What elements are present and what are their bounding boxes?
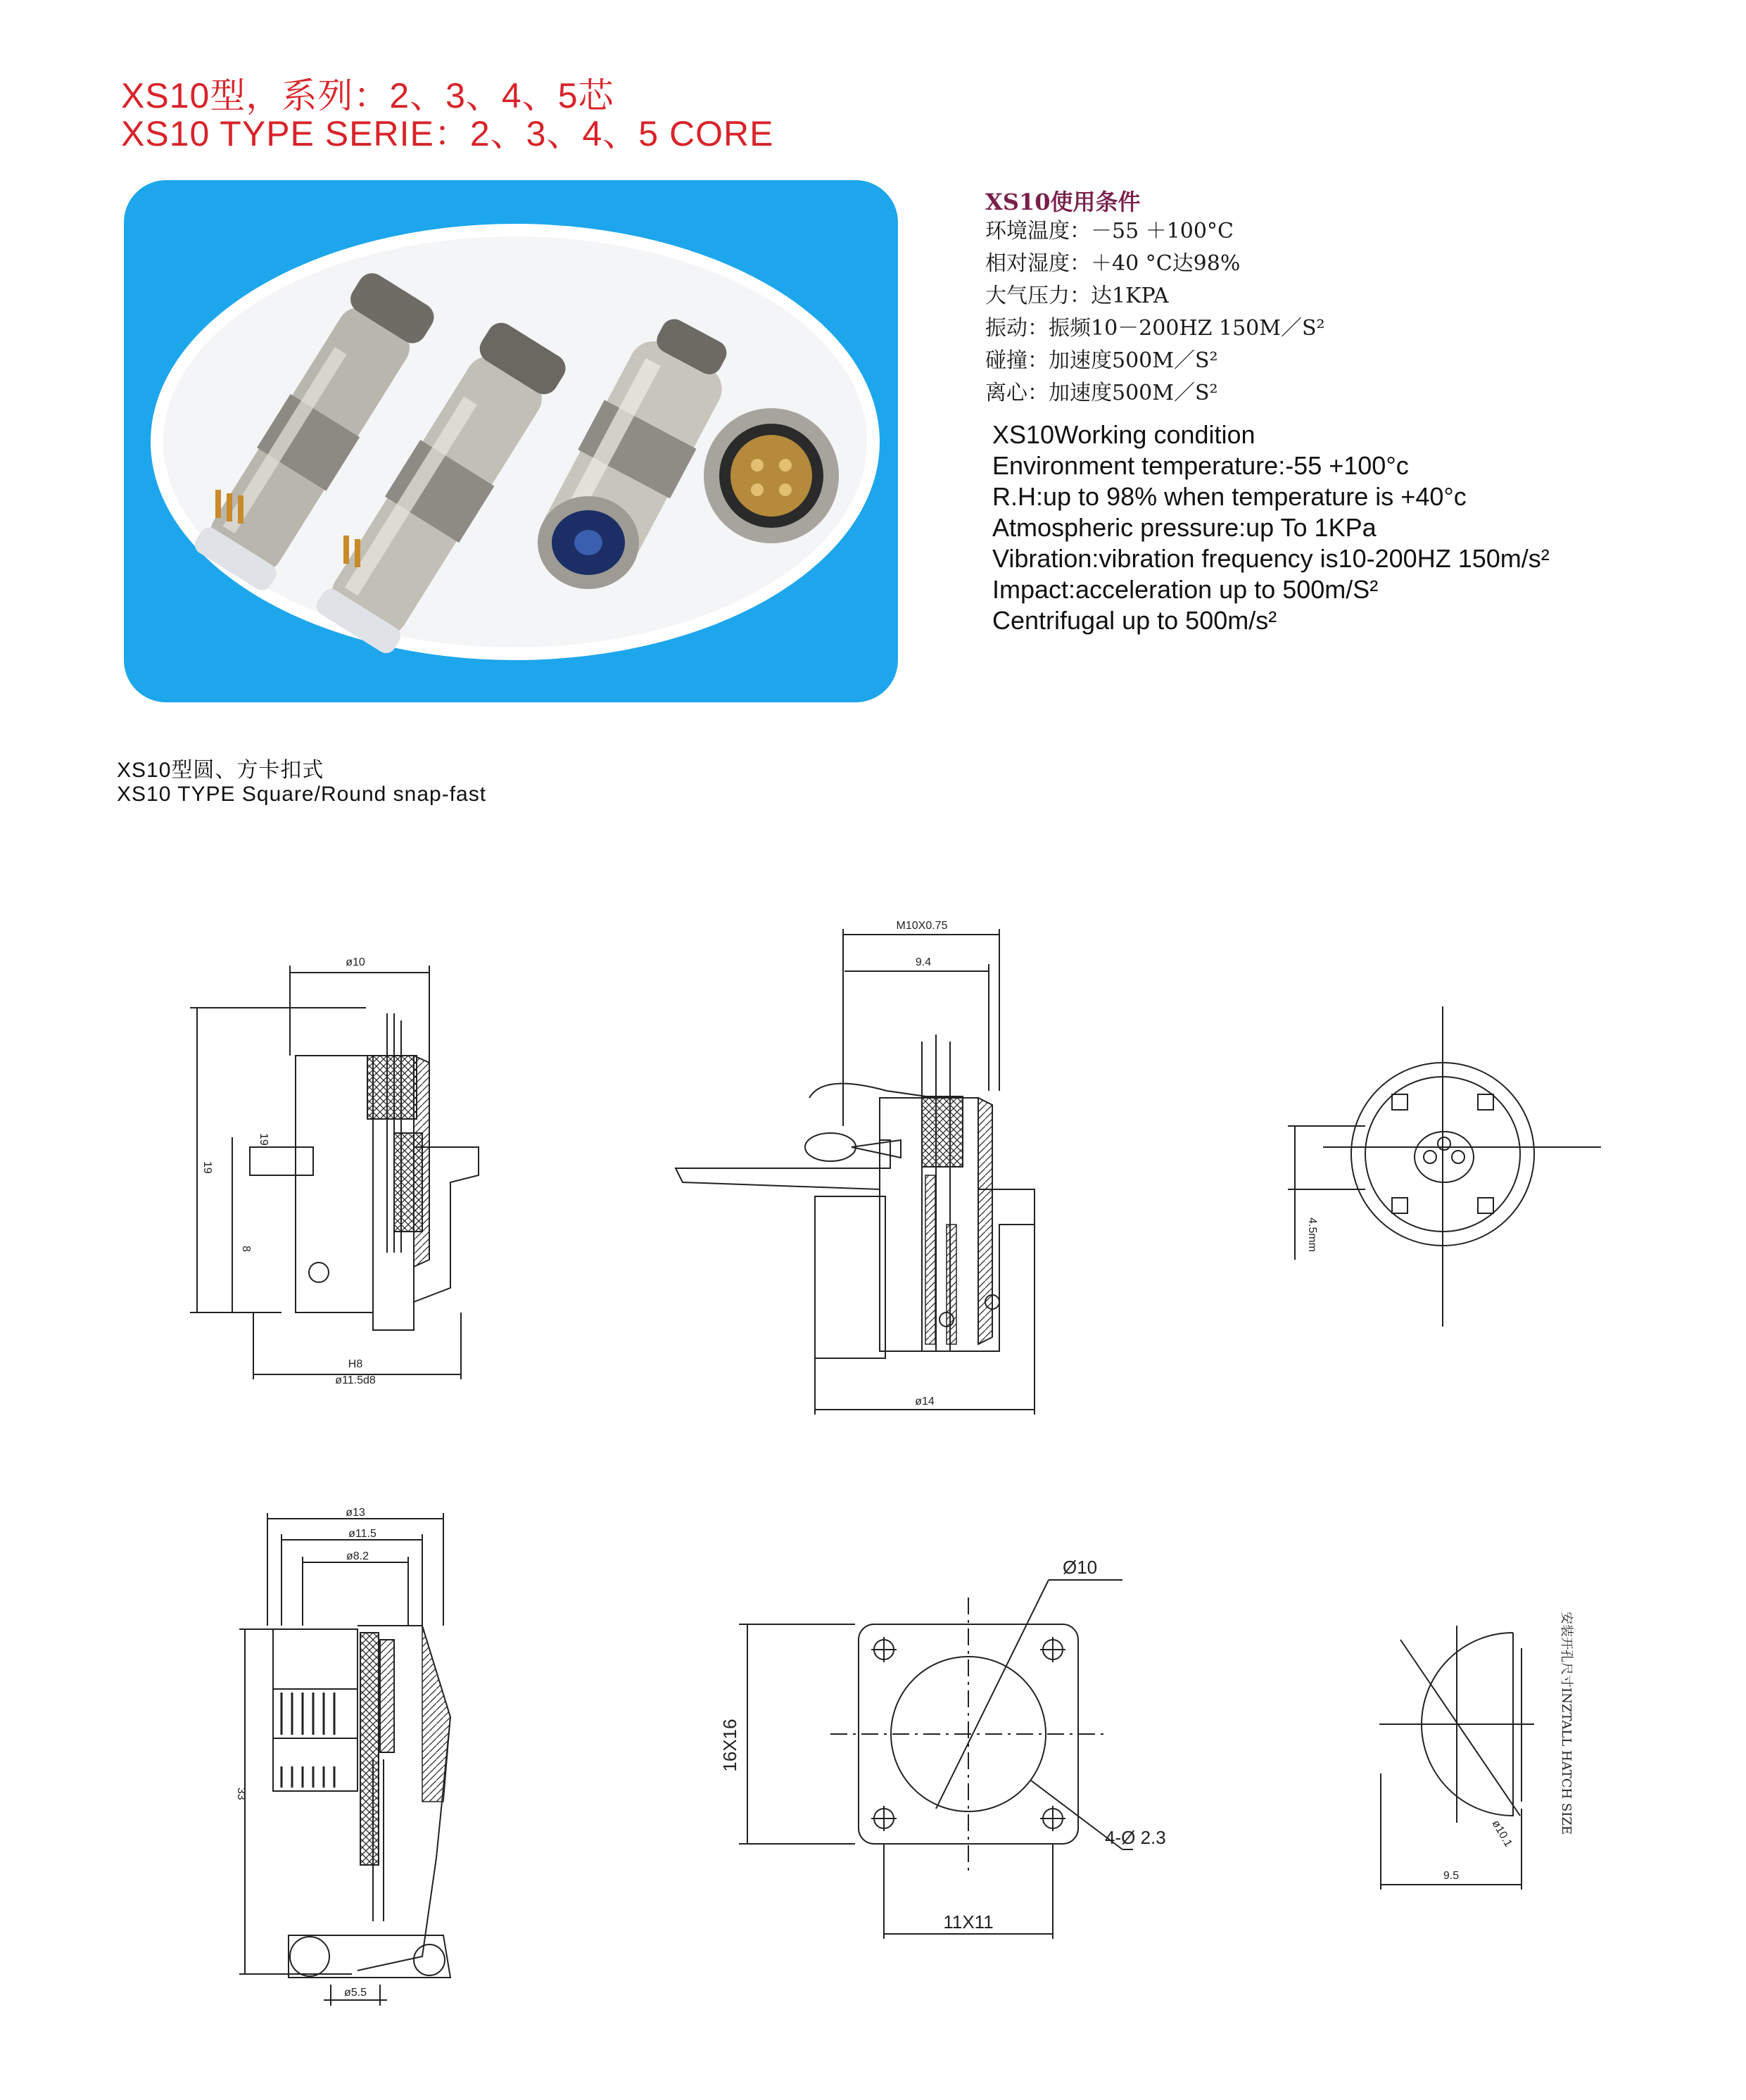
dim-label: 4.5mm	[1306, 1217, 1318, 1252]
conditions-en-list	[992, 419, 1550, 636]
condition-cn-line: 相对湿度：＋40 °C达98%	[985, 251, 1241, 276]
dim-label: ø11.5	[348, 1528, 377, 1540]
condition-cn-line: 环境温度：－55 ＋100°C	[985, 219, 1234, 243]
condition-en-line: Centrifugal up to 500m/s²	[992, 606, 1277, 635]
dim-label: 8	[240, 1246, 252, 1252]
dim-label: ø13	[346, 1507, 365, 1519]
dim-label: 19	[201, 1161, 213, 1174]
dim-label: 4-Ø 2.3	[1105, 1827, 1166, 1848]
condition-en-line: Impact:acceleration up to 500m/S²	[992, 575, 1379, 604]
dim-label: Ø10	[1063, 1557, 1098, 1578]
drawing-plug-side	[211, 1506, 507, 2013]
condition-cn-line: 碰撞：加速度500M／S²	[985, 348, 1218, 373]
dim-label: ø5.5	[343, 1987, 367, 1999]
drawing-front-round	[1281, 999, 1605, 1330]
dim-label: 33	[235, 1788, 247, 1800]
section-title-en: XS10 TYPE Square/Round snap-fast	[117, 783, 487, 806]
dim-label: 9.4	[915, 956, 932, 968]
dim-label: H8	[348, 1358, 363, 1370]
dim-label: ø10	[346, 956, 365, 968]
condition-en-line: R.H:up to 98% when temperature is +40°c	[992, 482, 1467, 511]
section-title-cn: XS10型圆、方卡扣式	[117, 759, 324, 782]
conditions-cn-list	[985, 215, 1325, 410]
dim-label: ø8.2	[346, 1550, 369, 1562]
install-hatch-caption: 安装开孔尺寸INZTALL HATCH SIZE	[1559, 1612, 1574, 1835]
dim-label: ø14	[915, 1396, 935, 1408]
dim-label: 19	[258, 1133, 270, 1146]
dim-label: ø10.1	[1489, 1818, 1514, 1849]
condition-cn-line: 振动：振频10－200HZ 150M／S²	[985, 316, 1325, 341]
dim-label: 16X16	[719, 1719, 740, 1772]
dim-label: 9.5	[1443, 1870, 1460, 1882]
title-en: XS10 TYPE SERIE：2、3、4、5 CORE	[121, 114, 774, 153]
product-photo	[124, 180, 898, 702]
dim-label: ø11.5d8	[335, 1374, 376, 1386]
conditions-en-title: XS10Working condition	[992, 420, 1255, 449]
dim-label: 11X11	[943, 1911, 994, 1933]
title-cn: XS10型，系列：2、3、4、5芯	[121, 76, 614, 115]
condition-en-line: Atmospheric pressure:up To 1KPa	[992, 513, 1377, 542]
conditions-cn-title: XS10使用条件	[985, 189, 1141, 215]
condition-en-line: Environment temperature:-55 +100°c	[992, 451, 1409, 480]
condition-en-line: Vibration:vibration frequency is10-200HZ 150m/s²	[992, 544, 1550, 573]
dim-label: M10X0.75	[896, 920, 948, 932]
drawing-install-hatch	[1358, 1598, 1654, 1921]
drawing-square-flange	[711, 1541, 1166, 1963]
drawing-side-section	[183, 943, 507, 1393]
condition-cn-line: 大气压力：达1KPA	[985, 284, 1169, 308]
condition-cn-line: 离心：加速度500M／S²	[985, 381, 1218, 405]
drawing-panel-section	[669, 915, 1063, 1422]
